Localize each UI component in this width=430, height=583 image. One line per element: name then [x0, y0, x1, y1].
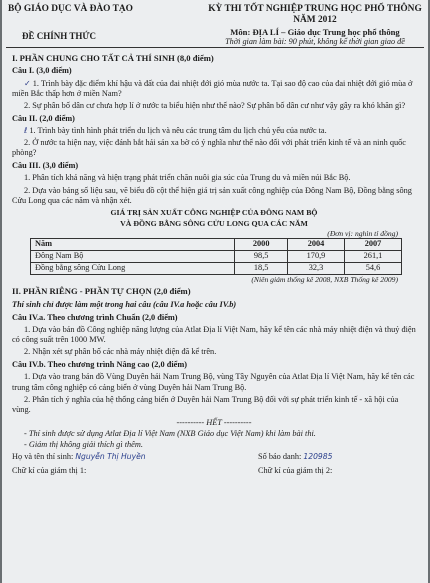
candidate-name-value: Nguyễn Thị Huyền [75, 452, 146, 462]
header-left [8, 4, 158, 42]
question-2-item-1-text: 1. Trình bày tình hình phát triển du lịch và nêu các trung tâm du lịch chủ yếu của nước ta. [29, 126, 327, 136]
question-1-item-1-text: 1. Trình bày đặc điểm khí hậu và đất của đai nhiệt đới gió mùa nước ta. Tại sao độ cao của đai nhiệt đới gió mùa ở miền Bắc thấp hơn ở miền Nam? [12, 78, 413, 98]
table-cell: 18,5 [235, 263, 288, 275]
invigilator-1-signature: Chữ kí của giám thị 1: [12, 466, 87, 476]
table-cell: 98,5 [235, 251, 288, 263]
exam-header [2, 4, 428, 47]
candidate-line [12, 452, 416, 464]
header-right [202, 4, 428, 47]
table-header-cell: Năm [31, 239, 235, 251]
table-cell: 54,6 [344, 263, 401, 275]
question-2-item-1 [12, 126, 416, 136]
candidate-number-value: 120985 [303, 452, 333, 462]
ministry-name: BỘ GIÁO DỤC VÀ ĐÀO TẠO [8, 4, 133, 14]
question-2-item-2: 2. Ở nước ta hiện nay, việc đánh bắt hải sản xa bờ có ý nghĩa như thế nào đối với phát triển kinh tế và an ninh quốc phòng? [12, 138, 406, 158]
question-3-item-1: 1. Phân tích khả năng và hiện trạng phát triển chăn nuôi gia súc của Trung du và miền núi Bắc Bộ. [24, 173, 351, 183]
table-row [31, 263, 402, 275]
table-cell: 32,3 [288, 263, 345, 275]
candidate-name [12, 452, 146, 462]
table-cell: 170,9 [288, 251, 345, 263]
table-title-line-1: GIÁ TRỊ SẢN XUẤT CÔNG NGHIỆP CỦA ĐÔNG NAM BỘ [110, 207, 318, 217]
header-divider [6, 47, 424, 48]
question-2-title: Câu II. (2,0 điểm) [12, 113, 75, 123]
table-unit: (Đơn vị: nghìn tỉ đồng) [327, 228, 398, 238]
candidate-number-label: Số báo danh: [258, 452, 304, 462]
table-row [31, 251, 402, 263]
question-4a-item-2: 2. Nhận xét sự phân bố các nhà máy nhiệt điện đã kể trên. [24, 347, 217, 357]
exam-title: KỲ THI TỐT NGHIỆP TRUNG HỌC PHỔ THÔNG NĂM 2012 [208, 4, 422, 26]
invigilator-2-signature: Chữ kí của giám thị 2: [258, 466, 333, 476]
part2-intro: Thí sinh chỉ được làm một trong hai câu (câu IV.a hoặc câu IV.b) [12, 299, 237, 309]
note-2: - Giám thị không giải thích gì thêm. [24, 440, 143, 450]
table-title-line-2: VÀ ĐỒNG BẰNG SÔNG CỬU LONG QUA CÁC NĂM [120, 219, 308, 229]
table-cell: Đông Nam Bộ [31, 251, 235, 263]
table-cell: Đồng bằng sông Cửu Long [31, 263, 235, 275]
question-1-item-2: 2. Sự phân bố dân cư chưa hợp lí ở nước ta biểu hiện như thế nào? Sự phân bố dân cư như vậy gây ra khó khăn gì? [24, 100, 406, 110]
candidate-name-label: Họ và tên thí sinh: [12, 452, 76, 462]
table-header-cell: 2007 [344, 239, 401, 251]
table-cell: 261,1 [344, 251, 401, 263]
question-3-title: Câu III. (3,0 điểm) [12, 161, 79, 171]
question-4b-item-1: 1. Dựa vào trang bản đồ Vùng Duyên hải Nam Trung Bộ, vùng Tây Nguyên của Atlat Địa lí Việt Nam, hãy kể tên các trung tâm công nghiệp có cảng biển ở vùng Duyên hải Nam Trung Bộ. [12, 372, 415, 392]
signature-line [12, 466, 416, 478]
exam-subject: Môn: ĐỊA LÍ – Giáo dục Trung học phổ thông [230, 26, 400, 37]
question-3-item-2: 2. Dựa vào bảng số liệu sau, vẽ biểu đồ cột thể hiện giá trị sản xuất công nghiệp của Đông Nam Bộ, Đồng bằng sông Cửu Long qua các năm và nhận xét. [12, 185, 412, 205]
table-header-cell: 2000 [235, 239, 288, 251]
table-header-cell: 2004 [288, 239, 345, 251]
part2-title: II. PHẦN RIÊNG - PHẦN TỰ CHỌN (2,0 điểm) [12, 286, 191, 297]
official-label: ĐỀ CHÍNH THỨC [22, 31, 97, 42]
table-header-row [31, 239, 402, 251]
candidate-number [258, 452, 332, 462]
question-4b-title: Câu IV.b. Theo chương trình Nâng cao (2,0 điểm) [12, 360, 187, 370]
exam-sheet [2, 0, 428, 583]
pen-mark-icon: ℓ [24, 126, 28, 136]
question-4a-item-1: 1. Dựa vào bản đồ Công nghiệp năng lượng của Atlat Địa lí Việt Nam, hãy kể tên các nhà máy nhiệt điện và thuỷ điện có công suất trên 1000 MW. [12, 325, 416, 345]
data-table [30, 238, 402, 275]
exam-time: Thời gian làm bài: 90 phút, không kể thời gian giao đề [225, 37, 405, 47]
part1-title: I. PHẦN CHUNG CHO TẤT CẢ THÍ SINH (8,0 điểm) [12, 53, 214, 63]
pen-mark-icon: ✓ [24, 78, 31, 88]
question-4b-item-2: 2. Phân tích ý nghĩa của hệ thống cảng biển ở Duyên hải Nam Trung Bộ đối với sự phát triển kinh tế - xã hội của vùng. [12, 394, 399, 414]
table-source: (Niên giám thống kê 2008, NXB Thống kê 2009) [251, 275, 398, 285]
exam-body [12, 51, 416, 478]
question-4a-title: Câu IV.a. Theo chương trình Chuẩn (2,0 điểm) [12, 312, 178, 322]
note-1: - Thí sinh được sử dụng Atlat Địa lí Việt Nam (NXB Giáo dục Việt Nam) khi làm bài thi. [24, 428, 316, 438]
question-1-title: Câu I. (3,0 điểm) [12, 66, 72, 76]
end-marker: ---------- HẾT ---------- [176, 417, 252, 427]
question-1-item-1 [12, 79, 416, 99]
